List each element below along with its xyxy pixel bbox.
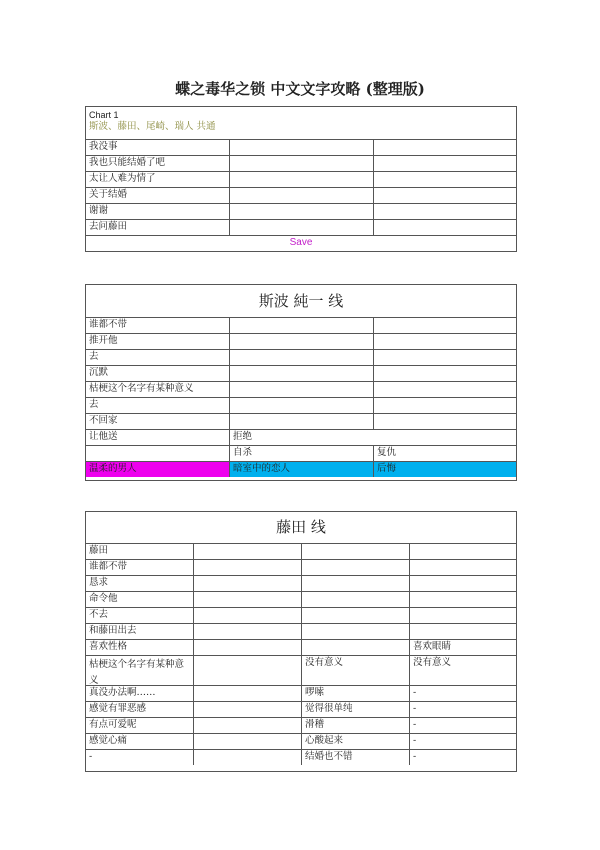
option-cell: 我没事 <box>89 141 118 152</box>
empty-cell <box>301 624 409 639</box>
option-cell: 太让人难为情了 <box>89 173 156 184</box>
option-cell: 自杀 <box>229 446 373 461</box>
option-cell: 不回家 <box>89 415 118 426</box>
shiba-title: 斯波 純一 线 <box>258 292 344 310</box>
empty-cell <box>193 656 301 685</box>
option-cell: - <box>409 702 516 717</box>
empty-cell <box>193 560 301 575</box>
table-row <box>86 171 516 187</box>
empty-cell <box>193 608 301 623</box>
table-row <box>86 445 516 461</box>
option-cell: 枯梗这个名字有某种意义 <box>89 383 194 394</box>
empty-cell <box>409 560 516 575</box>
chart1-table <box>85 106 517 252</box>
option-cell: 去 <box>89 399 99 410</box>
option-cell: 滑稽 <box>301 718 409 733</box>
option-cell: 我也只能结婚了吧 <box>89 157 166 168</box>
option-cell: - <box>409 750 516 765</box>
option-cell: 啰嗦 <box>301 686 409 701</box>
empty-cell <box>301 640 409 655</box>
empty-cell <box>373 350 516 365</box>
option-cell: - <box>409 686 516 701</box>
empty-cell <box>229 350 373 365</box>
table-row <box>86 717 516 733</box>
option-cell: 谁都不带 <box>89 561 128 572</box>
table-row <box>86 219 516 235</box>
empty-cell <box>229 318 373 333</box>
empty-cell <box>373 156 516 171</box>
ending-gentle-cell: 温柔的男人 <box>86 462 229 477</box>
option-cell: 命令他 <box>89 593 118 604</box>
empty-cell <box>229 220 373 235</box>
empty-cell <box>373 220 516 235</box>
empty-cell <box>409 544 516 559</box>
option-cell: 真没办法啊…… <box>89 687 156 698</box>
empty-cell <box>301 544 409 559</box>
option-cell: 感觉心痛 <box>89 735 128 746</box>
empty-cell <box>373 188 516 203</box>
table-row <box>86 397 516 413</box>
table-row <box>86 639 516 655</box>
option-cell: 结婚也不错 <box>301 750 409 765</box>
empty-cell <box>301 576 409 591</box>
empty-cell <box>229 204 373 219</box>
table-row <box>86 381 516 397</box>
option-cell: 枯梗这个名字有某种意义 <box>89 659 185 685</box>
option-cell: 感觉有罪恶感 <box>89 703 147 714</box>
option-cell: 去 <box>89 351 99 362</box>
ending-regret-cell: 后悔 <box>373 462 516 477</box>
empty-cell <box>373 398 516 413</box>
option-cell: 谁都不带 <box>89 319 128 330</box>
empty-cell <box>229 334 373 349</box>
empty-cell <box>229 398 373 413</box>
table-row <box>86 623 516 639</box>
option-cell: 藤田 <box>89 545 109 556</box>
ending-row <box>86 461 516 477</box>
table-row <box>86 685 516 701</box>
empty-cell <box>193 734 301 749</box>
empty-cell <box>86 446 229 461</box>
table-row <box>86 591 516 607</box>
table-row <box>86 333 516 349</box>
chart1-header <box>86 107 516 139</box>
option-cell: 去问藤田 <box>89 221 128 232</box>
table-row <box>86 749 516 765</box>
table-row <box>86 559 516 575</box>
table-row <box>86 655 516 685</box>
table-row <box>86 701 516 717</box>
empty-cell <box>229 366 373 381</box>
empty-cell <box>193 686 301 701</box>
table-row <box>86 365 516 381</box>
empty-cell <box>301 560 409 575</box>
option-cell: 和藤田出去 <box>89 625 137 636</box>
option-cell: 喜欢性格 <box>89 641 128 652</box>
table-row <box>86 429 516 445</box>
empty-cell <box>193 702 301 717</box>
option-cell: 喜欢眼睛 <box>409 640 516 655</box>
option-cell: 恳求 <box>89 577 109 588</box>
option-cell: 觉得很单纯 <box>301 702 409 717</box>
empty-cell <box>229 414 373 429</box>
option-cell: 没有意义 <box>301 656 409 685</box>
option-cell: 沉默 <box>89 367 109 378</box>
option-cell: 复仇 <box>373 446 516 461</box>
option-cell: 拒绝 <box>229 430 516 445</box>
empty-cell <box>229 188 373 203</box>
option-cell: 关于结婚 <box>89 189 128 200</box>
empty-cell <box>409 624 516 639</box>
shiba-table <box>85 284 517 481</box>
table-row <box>86 607 516 623</box>
option-cell: - <box>89 751 93 762</box>
ending-dark-cell: 暗室中的恋人 <box>229 462 373 477</box>
table-row <box>86 155 516 171</box>
empty-cell <box>193 640 301 655</box>
empty-cell <box>301 608 409 623</box>
empty-cell <box>229 382 373 397</box>
table-row <box>86 543 516 559</box>
empty-cell <box>193 544 301 559</box>
empty-cell <box>193 576 301 591</box>
table-row <box>86 187 516 203</box>
fujita-title: 藤田 线 <box>276 518 326 536</box>
character-list: 斯波、藤田、尾崎、瑞人 共通 <box>89 121 216 133</box>
option-cell: 心酸起来 <box>301 734 409 749</box>
empty-cell <box>301 592 409 607</box>
fujita-table <box>85 511 517 772</box>
save-button[interactable]: Save <box>86 235 516 251</box>
empty-cell <box>409 608 516 623</box>
empty-cell <box>373 334 516 349</box>
empty-cell <box>229 156 373 171</box>
option-cell: 没有意义 <box>409 656 516 685</box>
empty-cell <box>409 592 516 607</box>
table-row <box>86 349 516 365</box>
empty-cell <box>373 204 516 219</box>
option-cell: - <box>409 718 516 733</box>
option-cell: 谢谢 <box>89 205 109 216</box>
option-cell: 推开他 <box>89 335 118 346</box>
empty-cell <box>229 140 373 155</box>
empty-cell <box>373 172 516 187</box>
page-title: 蝶之毒华之锁 中文文字攻略 (整理版) <box>175 80 425 98</box>
empty-cell <box>193 592 301 607</box>
empty-cell <box>229 172 373 187</box>
empty-cell <box>193 718 301 733</box>
empty-cell <box>373 414 516 429</box>
table-row <box>86 575 516 591</box>
option-cell: 有点可爱呢 <box>89 719 137 730</box>
option-cell: 不去 <box>89 609 109 620</box>
empty-cell <box>373 366 516 381</box>
empty-cell <box>193 750 301 765</box>
table-row <box>86 203 516 219</box>
table-row <box>86 733 516 749</box>
empty-cell <box>193 624 301 639</box>
empty-cell <box>373 318 516 333</box>
empty-cell <box>373 382 516 397</box>
table-row <box>86 413 516 429</box>
option-cell: - <box>409 734 516 749</box>
table-row <box>86 317 516 333</box>
table-row <box>86 139 516 155</box>
chart-label: Chart 1 <box>89 110 119 120</box>
empty-cell <box>373 140 516 155</box>
option-cell: 让他送 <box>89 431 118 442</box>
empty-cell <box>409 576 516 591</box>
